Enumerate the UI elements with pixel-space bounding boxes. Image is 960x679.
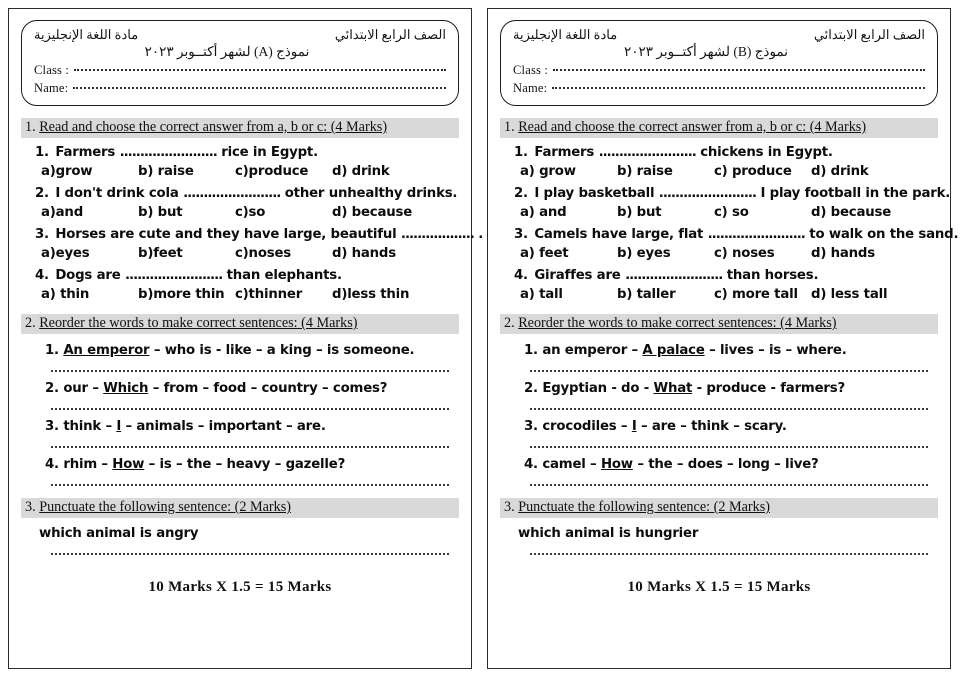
option-row [41, 287, 459, 302]
answer-line[interactable] [51, 446, 449, 448]
section-3-heading [21, 498, 459, 518]
name-field[interactable] [513, 81, 925, 96]
option-c[interactable]: c) so [714, 205, 749, 220]
option-c[interactable]: c) more tall [714, 287, 798, 302]
question-text-before: I don't drink cola [55, 186, 179, 201]
grade-label: الصف الرابع الابتدائي [334, 27, 446, 42]
question [35, 268, 459, 283]
section-3-number: 3. [25, 499, 36, 515]
item-pre: an emperor – [542, 343, 643, 358]
option-row [520, 287, 938, 302]
option-a[interactable]: a) and [520, 205, 567, 220]
option-d[interactable]: d)less thin [332, 287, 410, 302]
question-number: 3. [35, 227, 49, 242]
punctuate-sentence: which animal is hungrier [518, 526, 699, 541]
section-2-heading [500, 314, 938, 334]
answer-line[interactable] [51, 408, 449, 410]
question-blank[interactable]: ........................ [625, 268, 723, 283]
option-a[interactable]: a) grow [520, 164, 576, 179]
question-blank[interactable]: ........................ [598, 145, 696, 160]
item-pre: our – [63, 381, 104, 396]
question [514, 186, 951, 201]
header-top-row [34, 27, 446, 43]
item-underlined: A palace [642, 343, 705, 358]
option-d[interactable]: d) hands [332, 246, 396, 261]
exam-page-model-b [487, 8, 959, 669]
item-underlined: An emperor [63, 343, 150, 358]
option-row [41, 246, 459, 261]
section-1-heading [21, 118, 459, 138]
question-number: 1. [514, 145, 528, 160]
reorder-item [524, 381, 938, 396]
exam-page-model-a [8, 8, 484, 669]
header-top-row [513, 27, 925, 43]
question-text-after: rice in Egypt. [221, 145, 318, 160]
item-number: 3. [524, 419, 538, 434]
item-post: – the – does – long – live? [632, 457, 819, 472]
question-number: 2. [35, 186, 49, 201]
item-post: – animals – important – are. [121, 419, 326, 434]
punctuate-sentence: which animal is angry [39, 526, 199, 541]
option-row [520, 246, 938, 261]
question-number: 2. [514, 186, 528, 201]
grade-label: الصف الرابع الابتدائي [813, 27, 925, 42]
question-text-after: I play football in the park. [760, 186, 951, 201]
question-number: 3. [514, 227, 528, 242]
item-number: 1. [524, 343, 538, 358]
section-1-questions [500, 145, 959, 302]
option-b[interactable]: b)more thin [138, 287, 225, 302]
question-text-after: to walk on the sand. [809, 227, 959, 242]
class-label-text: Class : [34, 63, 70, 77]
reorder-item [45, 419, 459, 434]
item-pre: crocodiles – [542, 419, 632, 434]
reorder-item [524, 343, 938, 358]
item-number: 3. [45, 419, 59, 434]
option-c[interactable]: c)thinner [235, 287, 303, 302]
option-d[interactable]: d) less tall [811, 287, 888, 302]
item-pre: think – [63, 419, 117, 434]
item-number: 4. [45, 457, 59, 472]
item-post: - produce - farmers? [692, 381, 845, 396]
option-b[interactable]: b) taller [617, 287, 676, 302]
question-text-after: . [478, 227, 484, 242]
name-label-text: Name: [513, 81, 548, 95]
answer-line[interactable] [530, 484, 928, 486]
subject-label: مادة اللغة الإنجليزية [513, 27, 618, 42]
reorder-item [45, 457, 459, 472]
option-d[interactable]: d) hands [811, 246, 875, 261]
option-b[interactable]: b) eyes [617, 246, 671, 261]
section-2-number: 2. [504, 315, 515, 331]
section-1-title: Read and choose the correct answer from a, b or c: (4 Marks) [518, 119, 867, 135]
answer-line[interactable] [530, 446, 928, 448]
section-1-heading [500, 118, 938, 138]
section-2-items [21, 343, 459, 486]
question-blank[interactable]: ........................ [119, 145, 217, 160]
reorder-item [524, 419, 938, 434]
option-b[interactable]: b)feet [138, 246, 183, 261]
question-number: 1. [35, 145, 49, 160]
item-post: – is – the – heavy – gazelle? [144, 457, 346, 472]
option-d[interactable]: d) because [332, 205, 413, 220]
answer-line[interactable] [530, 553, 928, 555]
name-label-text: Name: [34, 81, 69, 95]
name-input-line[interactable] [73, 86, 446, 89]
section-2-heading [21, 314, 459, 334]
option-a[interactable]: a) thin [41, 287, 90, 302]
class-field[interactable] [513, 63, 925, 78]
question [35, 186, 459, 201]
item-number: 4. [524, 457, 538, 472]
option-b[interactable]: b) but [617, 205, 662, 220]
item-number: 2. [524, 381, 538, 396]
item-underlined: I [116, 419, 122, 434]
question-blank[interactable]: ........................ [124, 268, 223, 283]
footer-marks: 10 Marks X 1.5 = 15 Marks [148, 579, 332, 595]
item-number: 1. [45, 343, 59, 358]
option-c[interactable]: c) produce [714, 164, 792, 179]
option-d[interactable]: d) because [811, 205, 892, 220]
option-a[interactable]: a)grow [41, 164, 93, 179]
header-box [21, 20, 459, 106]
section-3-title: Punctuate the following sentence: (2 Marks) [39, 499, 291, 515]
item-number: 2. [45, 381, 59, 396]
section-2-title: Reorder the words to make correct sentences: (4 Marks) [39, 315, 358, 331]
reorder-item [524, 457, 938, 472]
option-d[interactable]: d) drink [332, 164, 390, 179]
option-a[interactable]: a) feet [520, 246, 569, 261]
question-text-after: other unhealthy drinks. [284, 186, 458, 201]
question [514, 145, 938, 160]
name-input-line[interactable] [552, 86, 925, 89]
item-post: – are – think – scary. [636, 419, 787, 434]
option-c[interactable]: c) noses [714, 246, 775, 261]
option-c[interactable]: c)noses [235, 246, 292, 261]
section-1-number: 1. [25, 119, 36, 135]
header-box [500, 20, 938, 106]
option-a[interactable]: a)eyes [41, 246, 90, 261]
item-underlined: I [631, 419, 637, 434]
section-3-heading [500, 498, 938, 518]
question-text-before: I play basketball [534, 186, 655, 201]
footer-marks: 10 Marks X 1.5 = 15 Marks [627, 579, 811, 595]
question-text-before: Camels have large, flat [534, 227, 704, 242]
option-c[interactable]: c)produce [235, 164, 309, 179]
section-2-title: Reorder the words to make correct sentences: (4 Marks) [518, 315, 837, 331]
option-c[interactable]: c)so [235, 205, 266, 220]
item-underlined: How [600, 457, 633, 472]
answer-line[interactable] [530, 370, 928, 372]
question-text-after: than horses. [726, 268, 819, 283]
model-line: نموذج (B) لشهر أكتــوبر ٢٠٢٣ [624, 44, 788, 59]
class-input-line[interactable] [74, 68, 446, 71]
question-blank[interactable]: ........................ [707, 227, 805, 242]
question-number: 4. [35, 268, 49, 283]
section-2-items [500, 343, 938, 486]
class-label-text: Class : [513, 63, 549, 77]
item-post: – lives – is – where. [704, 343, 847, 358]
section-1-title: Read and choose the correct answer from a, b or c: (4 Marks) [39, 119, 388, 135]
item-pre: rhim – [63, 457, 113, 472]
answer-line[interactable] [530, 408, 928, 410]
question [514, 268, 938, 283]
item-pre: Egyptian - do - [542, 381, 654, 396]
class-field[interactable] [34, 63, 446, 78]
answer-line[interactable] [51, 484, 449, 486]
question-blank[interactable]: ........................ [183, 186, 281, 201]
section-3-title: Punctuate the following sentence: (2 Marks) [518, 499, 770, 515]
item-post: – from – food – country – comes? [148, 381, 388, 396]
item-underlined: What [653, 381, 693, 396]
option-d[interactable]: d) drink [811, 164, 869, 179]
question-text-before: Giraffes are [534, 268, 621, 283]
question-number: 4. [514, 268, 528, 283]
question [514, 227, 959, 242]
question [35, 145, 459, 160]
option-b[interactable]: b) raise [617, 164, 673, 179]
item-underlined: How [112, 457, 145, 472]
option-a[interactable]: a)and [41, 205, 84, 220]
option-row [41, 164, 459, 179]
section-2-number: 2. [25, 315, 36, 331]
name-field[interactable] [34, 81, 446, 96]
model-line: نموذج (A) لشهر أكتــوبر ٢٠٢٣ [144, 44, 310, 59]
option-b[interactable]: b) but [138, 205, 183, 220]
question-blank[interactable]: .................. [400, 227, 474, 242]
option-row [41, 205, 459, 220]
answer-line[interactable] [51, 553, 449, 555]
item-underlined: Which [103, 381, 149, 396]
question-text-after: chickens in Egypt. [700, 145, 833, 160]
class-input-line[interactable] [553, 68, 925, 71]
question [35, 227, 484, 242]
section-1-number: 1. [504, 119, 515, 135]
question-text-before: Dogs are [55, 268, 121, 283]
reorder-item [45, 343, 459, 358]
question-text-before: Farmers [534, 145, 595, 160]
question-text-before: Farmers [55, 145, 116, 160]
item-post: – who is - like – a king – is someone. [149, 343, 415, 358]
subject-label: مادة اللغة الإنجليزية [34, 27, 139, 42]
question-text-before: Horses are cute and they have large, beautiful [55, 227, 397, 242]
option-a[interactable]: a) tall [520, 287, 563, 302]
section-1-questions [21, 145, 484, 302]
option-row [520, 164, 938, 179]
answer-line[interactable] [51, 370, 449, 372]
reorder-item [45, 381, 459, 396]
question-blank[interactable]: ........................ [658, 186, 757, 201]
option-b[interactable]: b) raise [138, 164, 194, 179]
question-text-after: than elephants. [226, 268, 342, 283]
item-pre: camel – [542, 457, 601, 472]
section-3-number: 3. [504, 499, 515, 515]
option-row [520, 205, 938, 220]
